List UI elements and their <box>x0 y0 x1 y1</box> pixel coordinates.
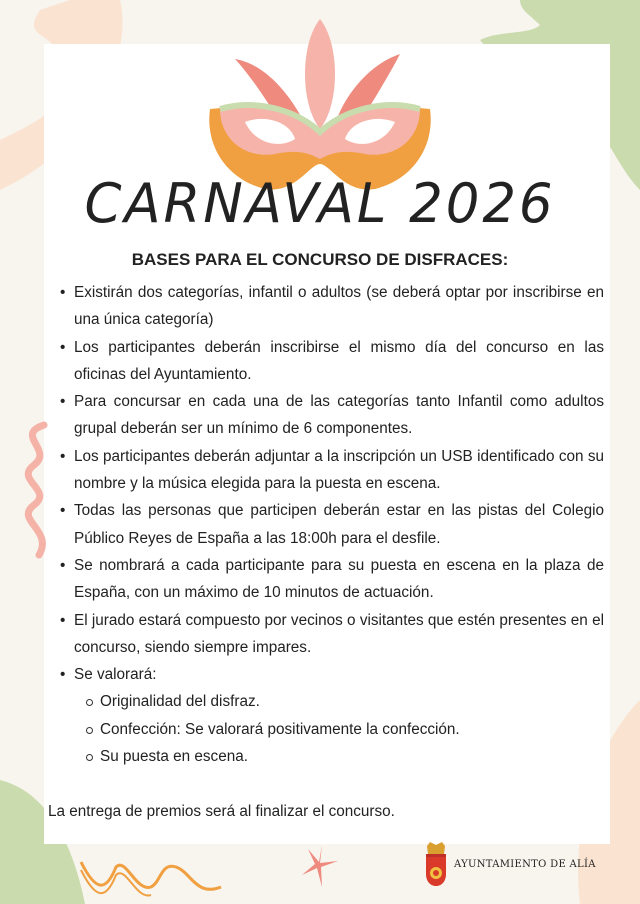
coral-star-icon <box>300 843 340 888</box>
criteria-list <box>100 688 604 770</box>
rule-item: • Los participantes deberán inscribirse el mismo día del concurso en las oficinas del Ayuntamiento. <box>74 334 604 389</box>
logo-text: AYUNTAMIENTO DE ALÍA <box>454 858 596 870</box>
orange-wave-icon <box>76 852 226 897</box>
final-note: La entrega de premios será al finalizar el concurso. <box>48 803 395 820</box>
ayuntamiento-logo <box>424 842 596 886</box>
rule-item: • Se nombrará a cada participante para su puesta en escena en la plaza de España, con un máximo de 10 minutos de actuación. <box>74 552 604 607</box>
rule-item: • Existirán dos categorías, infantil o adultos (se deberá optar por inscribirse en una única categoría) <box>74 279 604 334</box>
criteria-item: Confección: Se valorará positivamente la confección. <box>100 716 604 743</box>
criteria-item: Originalidad del disfraz. <box>100 688 604 715</box>
coat-of-arms-icon <box>424 842 448 886</box>
rule-item: • Los participantes deberán adjuntar a la inscripción un USB identificado con su nombre y la música elegida para la puesta en escena. <box>74 443 604 498</box>
rule-item: • Todas las personas que participen deberán estar en las pistas del Colegio Público Reyes de España a las 18:00h para el desfile. <box>74 497 604 552</box>
rule-item <box>74 661 604 770</box>
criteria-label: Se valorará: <box>74 666 157 684</box>
rules-heading: BASES PARA EL CONCURSO DE DISFRACES: <box>131 250 509 269</box>
poster-title: CARNAVAL 2026 <box>84 172 556 235</box>
rule-item: • Para concursar en cada una de las categorías tanto Infantil como adultos grupal deberán ser un mínimo de 6 componentes. <box>74 388 604 443</box>
pink-squiggle-icon <box>14 420 64 560</box>
rule-item: • El jurado estará compuesto por vecinos o visitantes que estén presentes en el concurso, siendo siempre impares. <box>74 607 604 662</box>
criteria-item: Su puesta en escena. <box>100 743 604 770</box>
rules-list <box>74 279 604 770</box>
